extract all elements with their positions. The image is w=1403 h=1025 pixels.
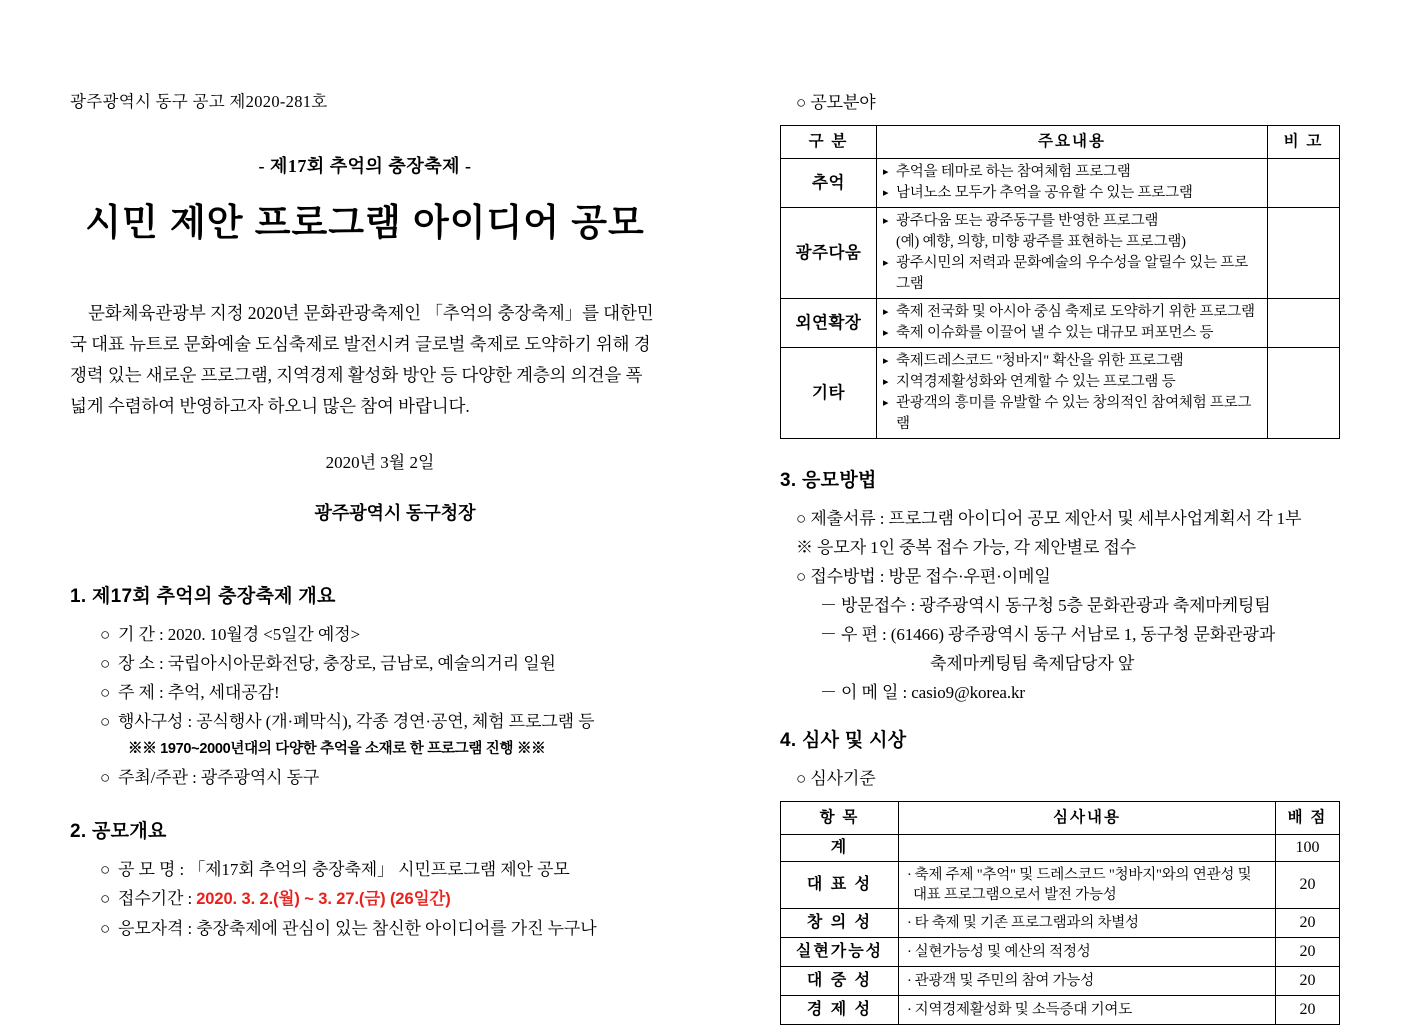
table-row bbox=[781, 299, 1340, 348]
table-header-row bbox=[781, 802, 1340, 835]
content-line: ▸ 지역경제활성화와 연계할 수 있는 프로그램 등 bbox=[883, 372, 1261, 393]
cell-criterion-score: 20 bbox=[1276, 862, 1340, 909]
list-item-label: 주최/주관 bbox=[118, 768, 188, 787]
list-item-label: 주 제 bbox=[118, 683, 155, 702]
cell-criterion-name: 실현가능성 bbox=[781, 938, 899, 967]
cell-content bbox=[877, 208, 1268, 299]
cell-content bbox=[877, 159, 1268, 208]
bullet-icon: ○ bbox=[100, 625, 111, 644]
document-subtitle: - 제17회 추억의 충장축제 - bbox=[258, 156, 472, 176]
application-fields-table bbox=[780, 125, 1340, 439]
cell-criterion-score: 20 bbox=[1276, 938, 1340, 967]
issue-date: 2020년 3월 2일 bbox=[325, 453, 435, 472]
content-line: ▸ 축제 이슈화를 이끌어 낼 수 있는 대규모 퍼포먼스 등 bbox=[883, 323, 1261, 344]
submission-note: ※ 응모자 1인 중복 접수 가능, 각 제안별로 접수 bbox=[796, 538, 1137, 557]
cell-criterion-name: 대 표 성 bbox=[781, 862, 899, 909]
list-item-value: : 충장축제에 관심이 있는 참신한 아이디어를 가진 누구나 bbox=[187, 919, 597, 938]
intro-paragraph: 문화체육관광부 지정 2020년 문화관광축제인 「추억의 충장축제」를 대한민국 대표 뉴트로 문화예술 도심축제로 발전시켜 글로벌 축제로 도약하기 위해 경쟁력 있는 새로운 프로그램, 지역경제 활성화 방안 등 다양한 계층의 의견을 폭 넓게 수렴하여 반영하고자 하오니 많은 참여 바랍니다. bbox=[70, 303, 654, 416]
list-item-value: : 2020. 10월경 <5일간 예정> bbox=[158, 625, 361, 644]
section3-heading: 3. 응모방법 bbox=[780, 470, 877, 491]
submission-method: ○ 접수방법 : 방문 접수·우편·이메일 bbox=[796, 567, 1051, 586]
content-line: ▸ 관광객의 흥미를 유발할 수 있는 창의적인 참여체험 프로그램 bbox=[883, 393, 1261, 435]
cell-remark bbox=[1268, 159, 1340, 208]
list-item-value: : bbox=[187, 889, 197, 908]
submission-email: － 이 메 일 : casio9@korea.kr bbox=[820, 683, 1025, 702]
list-item-value: : 「제17회 추억의 충장축제」 시민프로그램 제안 공모 bbox=[179, 860, 570, 879]
cell-criterion-desc bbox=[899, 862, 1276, 909]
list-item-value: : 국립아시아문화전당, 충장로, 금남로, 예술의거리 일원 bbox=[158, 654, 556, 673]
bullet-icon: ○ bbox=[100, 768, 111, 787]
bullet-icon: ○ bbox=[100, 919, 111, 938]
document-number: 광주광역시 동구 공고 제2020-281호 bbox=[70, 92, 328, 111]
list-item-label: 공 모 명 bbox=[118, 860, 176, 879]
content-line: ▸ 광주다움 또는 광주동구를 반영한 프로그램 bbox=[883, 211, 1261, 232]
submission-mail-cont: 축제마케팅팀 축제담당자 앞 bbox=[930, 654, 1135, 673]
left-column bbox=[70, 88, 660, 943]
column-header-item: 항 목 bbox=[781, 802, 899, 835]
field-label: ○ 공모분야 bbox=[796, 93, 876, 112]
content-line: (예) 예향, 의향, 미향 광주를 표현하는 프로그램) bbox=[896, 234, 1186, 250]
submission-visit: － 방문접수 : 광주광역시 동구청 5층 문화관광과 축제마케팅팀 bbox=[820, 596, 1271, 615]
cell-criterion-score: 20 bbox=[1276, 996, 1340, 1025]
submission-line: ○ 제출서류 : 프로그램 아이디어 공모 제안서 및 세부사업계획서 각 1부 bbox=[796, 509, 1302, 528]
table-row bbox=[781, 208, 1340, 299]
submission-mail: － 우 편 : (61466) 광주광역시 동구 서남로 1, 동구청 문화관광과 bbox=[820, 625, 1276, 644]
column-header-score: 배 점 bbox=[1276, 802, 1340, 835]
cell-criterion-desc bbox=[899, 909, 1276, 938]
cell-criterion-score: 20 bbox=[1276, 967, 1340, 996]
page-title: 시민 제안 프로그램 아이디어 공모 bbox=[85, 202, 645, 243]
content-line: ▸ 추억을 테마로 하는 참여체험 프로그램 bbox=[883, 162, 1261, 183]
criteria-label: ○ 심사기준 bbox=[796, 769, 876, 788]
cell-criterion-desc bbox=[899, 967, 1276, 996]
list-item bbox=[70, 620, 660, 649]
table-header-row bbox=[781, 126, 1340, 159]
list-item bbox=[70, 707, 660, 736]
content-line: ▸ 남녀노소 모두가 추억을 공유할 수 있는 프로그램 bbox=[883, 183, 1261, 204]
list-item bbox=[70, 649, 660, 678]
list-item bbox=[70, 914, 660, 943]
table-row bbox=[781, 862, 1340, 909]
table-row bbox=[781, 909, 1340, 938]
cell-criterion-desc bbox=[899, 996, 1276, 1025]
list-item-value: : 공식행사 (개·폐막식), 각종 경연·공연, 체험 프로그램 등 bbox=[187, 712, 595, 731]
evaluation-criteria-table bbox=[780, 801, 1340, 1025]
cell-total-desc bbox=[899, 835, 1276, 862]
table-row bbox=[781, 967, 1340, 996]
criterion-line: · 실현가능성 및 예산의 적정성 bbox=[907, 942, 1269, 962]
list-item-deadline bbox=[70, 884, 660, 914]
cell-remark bbox=[1268, 348, 1340, 439]
content-line: ▸ 축제 전국화 및 아시아 중심 축제로 도약하기 위한 프로그램 bbox=[883, 302, 1261, 323]
column-header-remark: 비 고 bbox=[1268, 126, 1340, 159]
cell-total-score: 100 bbox=[1276, 835, 1340, 862]
section4-heading: 4. 심사 및 시상 bbox=[780, 730, 907, 751]
cell-content bbox=[877, 299, 1268, 348]
cell-criterion-score: 20 bbox=[1276, 909, 1340, 938]
column-header-content: 주요내용 bbox=[877, 126, 1268, 159]
list-item-label: 접수기간 bbox=[118, 889, 184, 908]
criterion-line: · 타 축제 및 기존 프로그램과의 차별성 bbox=[907, 913, 1269, 933]
bullet-icon: ○ bbox=[100, 860, 111, 879]
cell-total-label: 계 bbox=[781, 835, 899, 862]
cell-category: 외연확장 bbox=[781, 299, 877, 348]
bullet-icon: ○ bbox=[100, 712, 111, 731]
cell-category: 기타 bbox=[781, 348, 877, 439]
bullet-icon: ○ bbox=[100, 889, 111, 908]
table-row-total bbox=[781, 835, 1340, 862]
criterion-line: · 지역경제활성화 및 소득증대 기여도 bbox=[907, 1000, 1269, 1020]
criterion-line: · 축제 주제 "추억" 및 드레스코드 "청바지"와의 연관성 및 bbox=[907, 865, 1269, 885]
right-column bbox=[780, 88, 1340, 1025]
deadline-highlight: 2020. 3. 2.(월) ~ 3. 27.(금) (26일간) bbox=[196, 890, 451, 908]
section1-note: ※※ 1970~2000년대의 다양한 추억을 소재로 한 프로그램 진행 ※※ bbox=[128, 741, 546, 757]
column-header-category: 구 분 bbox=[781, 126, 877, 159]
section2-heading: 2. 공모개요 bbox=[70, 821, 167, 842]
criterion-line: · 관광객 및 주민의 참여 가능성 bbox=[907, 971, 1269, 991]
bullet-icon: ○ bbox=[100, 654, 111, 673]
list-item-label: 행사구성 bbox=[118, 712, 184, 731]
cell-category: 추억 bbox=[781, 159, 877, 208]
cell-criterion-name: 창 의 성 bbox=[781, 909, 899, 938]
cell-criterion-name: 대 중 성 bbox=[781, 967, 899, 996]
criterion-line: 대표 프로그램으로서 발전 가능성 bbox=[913, 887, 1117, 903]
cell-category: 광주다움 bbox=[781, 208, 877, 299]
list-item bbox=[70, 855, 660, 884]
issuer-name: 광주광역시 동구청장 bbox=[314, 503, 476, 523]
content-line: ▸ 축제드레스코드 "청바지" 확산을 위한 프로그램 bbox=[883, 351, 1261, 372]
table-row bbox=[781, 938, 1340, 967]
list-item-label: 장 소 bbox=[118, 654, 155, 673]
cell-content bbox=[877, 348, 1268, 439]
bullet-icon: ○ bbox=[100, 683, 111, 702]
list-item-label: 기 간 bbox=[118, 625, 155, 644]
list-item bbox=[70, 678, 660, 707]
list-item bbox=[70, 763, 660, 792]
cell-criterion-name: 경 제 성 bbox=[781, 996, 899, 1025]
section1-heading: 1. 제17회 추억의 충장축제 개요 bbox=[70, 586, 336, 607]
list-item-value: : 광주광역시 동구 bbox=[192, 768, 320, 787]
list-item-value: : 추억, 세대공감! bbox=[158, 683, 280, 702]
table-row bbox=[781, 159, 1340, 208]
content-line: ▸ 광주시민의 저력과 문화예술의 우수성을 알릴수 있는 프로그램 bbox=[883, 253, 1261, 295]
cell-criterion-desc bbox=[899, 938, 1276, 967]
cell-remark bbox=[1268, 299, 1340, 348]
table-row bbox=[781, 348, 1340, 439]
column-header-criteria: 심사내용 bbox=[899, 802, 1276, 835]
list-item-label: 응모자격 bbox=[118, 919, 184, 938]
table-row bbox=[781, 996, 1340, 1025]
cell-remark bbox=[1268, 208, 1340, 299]
